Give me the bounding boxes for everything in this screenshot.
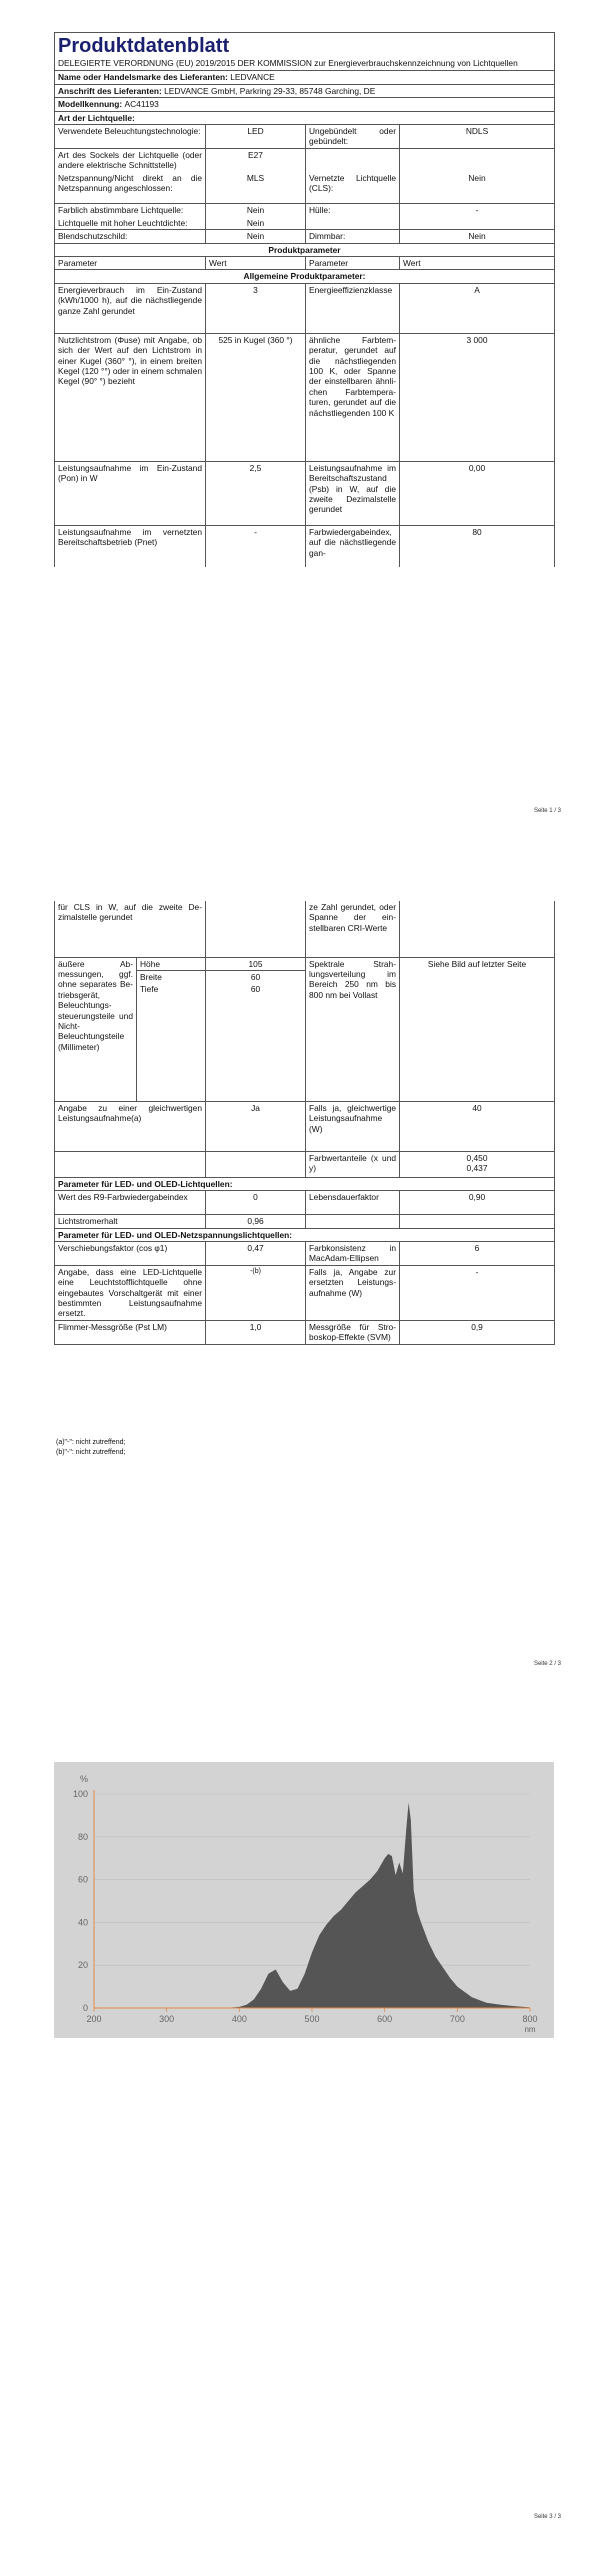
page-number-3: Seite 3 / 3	[533, 2514, 561, 2520]
col-value-header: Wert	[206, 256, 306, 269]
equivalent-power-value: 40	[400, 1101, 555, 1151]
cct-value: 3 000	[400, 333, 555, 461]
datasheet-table-part1	[54, 32, 555, 567]
energy-class-label: Energieeffizienzklasse	[306, 283, 400, 333]
power-factor-label: Verschiebungsfaktor (cos φ1)	[55, 1242, 206, 1266]
replacement-claim-label: Angabe, dass eine LED-Lichtquelle eine Leuchtstofflichtquelle ohne eingebautes Vorschaltgerät mit einer bestimmten Leistungsaufnahme ersetzt.	[55, 1265, 206, 1320]
model-value: AC41193	[124, 99, 159, 110]
regulation-text: DELEGIERTE VERORDNUNG (EU) 2019/2015 DER KOMMISSION zur Energieverbrauchskennzeichnung von Lichtquellen	[58, 58, 518, 68]
nondirected-label: Ungebündelt oder gebündelt:	[306, 125, 400, 149]
x-tick-label: 400	[231, 2014, 247, 2024]
cri-label-cont: ze Zahl gerundet, oder Spanne der einstellbaren CRI-Werte	[306, 901, 400, 957]
lightsource-heading: Art der Lichtquelle:	[55, 111, 555, 124]
cri-label: Farbwiedergabeindex, auf die nächstliegende gan-	[306, 525, 400, 567]
connected-value: Nein	[400, 172, 555, 204]
luminous-flux-label: Nutzlichtstrom (Φuse) mit Angabe, ob sich der Wert auf den Lichtstrom in einer Kugel (360° °), in einem breiten Kegel (120 °°) oder in einem schmalen Kegel (90° °) bezieht	[55, 333, 206, 461]
x-tick-label: 300	[159, 2014, 175, 2024]
col-param-header-2: Parameter	[306, 256, 400, 269]
on-power-value: 2,5	[206, 461, 306, 525]
high-luminance-label: Lichtquelle mit hoher Leuchtdichte:	[55, 217, 206, 230]
page-1	[0, 0, 603, 853]
energy-value: 3	[206, 283, 306, 333]
supplier-address-value: LEDVANCE GmbH, Parkring 29-33, 85748 Garching, DE	[164, 85, 376, 96]
dimensions-label: äußere Abmessungen, ggf. ohne separates Betriebsgerät, Beleuchtungssteuerungsteile und Nicht-Beleuchtungsteile (Millimeter)	[55, 957, 137, 1101]
footnote-b: (b)"-": nicht zutreffend;	[56, 1449, 126, 1456]
footnote-a: (a)"-": nicht zutreffend;	[56, 1439, 126, 1446]
depth-value: 60	[206, 983, 306, 1101]
energy-class-value: A	[400, 283, 555, 333]
document-title: Produktdatenblatt	[58, 35, 230, 57]
col-value-header-2: Wert	[400, 256, 555, 269]
spectral-distribution-chart	[54, 1762, 554, 2038]
width-value: 60	[206, 970, 306, 983]
spd-label: Spektrale Strahlungsverteilung im Bereich 250 nm bis 800 nm bei Vollast	[306, 957, 400, 1101]
flicker-value: 1,0	[206, 1320, 306, 1344]
antiglare-label: Blendschutzschild:	[55, 230, 206, 243]
replacement-claim-value: -(b)	[206, 1265, 306, 1320]
page-number-2: Seite 2 / 3	[533, 1661, 561, 1667]
page-number-1: Seite 1 / 3	[533, 808, 561, 814]
mains-label: Netzspannung/Nicht direkt an die Netzspannung angeschlossen:	[55, 172, 206, 204]
depth-label: Tiefe	[137, 983, 206, 1101]
x-tick-label: 500	[304, 2014, 320, 2024]
x-tick-label: 800	[522, 2014, 538, 2024]
lumen-maintenance-label: Lichtstromerhalt	[55, 1215, 206, 1228]
networked-standby-label: Leistungsaufnahme im vernetzten Bereitschaftsbetrieb (Pnet)	[55, 525, 206, 567]
r9-label: Wert des R9-Farbwiedergabeindex	[55, 1191, 206, 1215]
cri-value: 80	[400, 525, 555, 567]
spectral-area	[225, 1803, 530, 2008]
connected-label: Vernetzte Lichtquelle (CLS):	[306, 172, 400, 204]
col-param-header: Parameter	[55, 256, 206, 269]
macadam-label: Farbkonsistenz in MacAdam-Ellipsen	[306, 1242, 400, 1266]
cct-label: ähnliche Farbtemperatur, gerundet auf die nächstliegenden 100 K, oder Spanne der einstellbaren ähnlichen Farbtemperaturen, gerundet auf die nächstliegenden 100 K	[306, 333, 400, 461]
on-power-label: Leistungsaufnahme im Ein-Zustand (Pon) in W	[55, 461, 206, 525]
y-tick-label: 40	[77, 1917, 88, 1928]
tech-label: Verwendete Beleuchtungstechnologie:	[55, 125, 206, 149]
dimmable-value: Nein	[400, 230, 555, 243]
luminous-flux-value: 525 in Kugel (360 °)	[206, 333, 306, 461]
envelope-value: -	[400, 204, 555, 217]
flicker-label: Flimmer-Messgröße (Pst LM)	[55, 1320, 206, 1344]
supplier-address-label: Anschrift des Lieferanten:	[58, 85, 162, 96]
macadam-value: 6	[400, 1242, 555, 1266]
antiglare-value: Nein	[206, 230, 306, 243]
r9-value: 0	[206, 1191, 306, 1215]
svm-label: Messgröße für Stroboskop-Effekte (SVM)	[306, 1320, 400, 1344]
envelope-label: Hülle:	[306, 204, 400, 217]
power-factor-value: 0,47	[206, 1242, 306, 1266]
energy-label: Energieverbrauch im Ein-Zustand (kWh/1000 h), auf die nächstliegende ganze Zahl gerundet	[55, 283, 206, 333]
y-tick-label: 80	[77, 1831, 88, 1842]
equivalent-power-claim-value: Ja	[206, 1101, 306, 1151]
model-label: Modellkennung:	[58, 99, 123, 110]
x-tick-label: 200	[86, 2014, 102, 2024]
equivalent-power-label: Falls ja, gleichwertige Leistungsaufnahme (W)	[306, 1101, 400, 1151]
lumen-maintenance-value: 0,96	[206, 1215, 306, 1228]
survival-factor-label: Lebensdauerfaktor	[306, 1191, 400, 1215]
supplier-name-label: Name oder Handelsmarke des Lieferanten:	[58, 72, 228, 83]
y-tick-label: 0	[82, 2003, 88, 2013]
y-tick-label: 100	[72, 1789, 88, 1799]
socket-value: E27	[206, 149, 306, 172]
led-params-heading: Parameter für LED- und OLED-Lichtquellen:	[55, 1177, 555, 1190]
dimmable-label: Dimmbar:	[306, 230, 400, 243]
height-label: Höhe	[137, 957, 206, 970]
networked-standby-value: -	[206, 525, 306, 567]
y-tick-label: 60	[77, 1874, 88, 1885]
replacement-power-value: -	[400, 1265, 555, 1320]
x-tick-label: 700	[449, 2014, 465, 2024]
chromaticity-x-value: 0,450	[466, 1152, 488, 1163]
nondirected-value: NDLS	[400, 125, 555, 149]
socket-label: Art des Sockels der Lichtquelle (oder andere elektrische Schnittstelle)	[55, 149, 206, 172]
mains-value: MLS	[206, 172, 306, 204]
networked-standby-label-cont: für CLS in W, auf die zweite Dezimalstelle gerundet	[55, 901, 206, 957]
page-2	[0, 853, 603, 1706]
x-axis-unit: nm	[524, 2025, 536, 2034]
supplier-name-value: LEDVANCE	[230, 72, 275, 83]
y-axis-label: %	[80, 1774, 89, 1784]
replacement-power-label: Falls ja, Angabe zur ersetzten Leistungsaufnahme (W)	[306, 1265, 400, 1320]
y-tick-label: 20	[77, 1960, 88, 1971]
standby-power-value: 0,00	[400, 461, 555, 525]
chromaticity-y-value: 0,437	[466, 1163, 488, 1174]
equivalent-power-claim-label: Angabe zu einer gleichwertigen Leistungsaufnahme(a)	[55, 1101, 206, 1151]
general-params-heading: Allgemeine Produktparameter:	[55, 270, 555, 283]
chromaticity-label: Farbwertanteile (x und y)	[306, 1151, 400, 1177]
tech-value: LED	[206, 125, 306, 149]
colour-tunable-value: Nein	[206, 204, 306, 217]
mains-params-heading: Parameter für LED- und OLED-Netzspannungslichtquellen:	[55, 1228, 555, 1241]
params-heading: Produktparameter	[55, 243, 555, 256]
height-value: 105	[206, 957, 306, 970]
width-label: Breite	[137, 970, 206, 983]
high-luminance-value: Nein	[206, 217, 306, 230]
spectral-chart-svg	[54, 1762, 554, 2038]
standby-power-label: Leistungsaufnahme im Bereitschaftszustand (Psb) in W, auf die zweite Dezimalstelle gerundet	[306, 461, 400, 525]
datasheet-table-part2	[54, 901, 555, 1345]
spd-value: Siehe Bild auf letzter Seite	[400, 957, 555, 1101]
colour-tunable-label: Farblich abstimmbare Lichtquelle:	[55, 204, 206, 217]
survival-factor-value: 0,90	[400, 1191, 555, 1215]
x-tick-label: 600	[377, 2014, 393, 2024]
svm-value: 0,9	[400, 1320, 555, 1344]
